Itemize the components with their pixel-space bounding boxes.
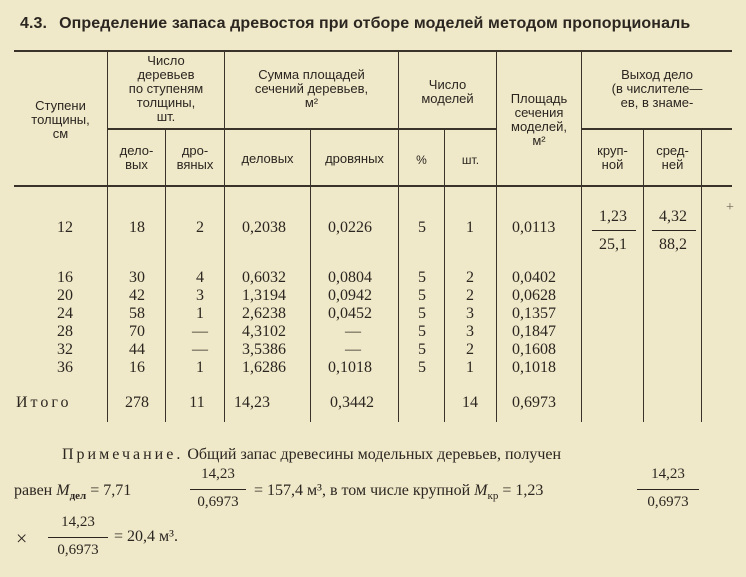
header-drovyanykh: дро- вяных <box>176 143 214 172</box>
table-number: 4.3. <box>20 15 48 32</box>
cell-stupen: 12 <box>57 219 73 236</box>
table-title <box>20 15 690 33</box>
col-divider-9 <box>643 128 644 422</box>
header-percent: % <box>416 153 427 167</box>
header-stupeni: Ступени толщины, см <box>31 98 90 141</box>
note-frac-2-bar <box>637 489 699 490</box>
header-summa-ploshchadey: Сумма площадей сечений деревьев, м² <box>254 67 369 110</box>
cell-sht: 1 <box>466 219 474 236</box>
header-chislo-modeley: Число моделей <box>421 77 474 106</box>
col-divider-2 <box>165 128 166 422</box>
note-frac-3-num: 14,23 <box>61 514 95 530</box>
note-line-2: равен $M_{дел} = 7,71$ <box>14 482 132 503</box>
note-frac-2-den: 0,6973 <box>647 494 689 510</box>
margin-mark: + <box>726 200 734 215</box>
header-sredney: сред- ней <box>656 143 689 172</box>
table-title-text: Определение запаса древостоя при отборе моделей методом пропорциональ <box>59 15 691 32</box>
krup-denominator: 25,1 <box>599 236 627 253</box>
cell-s-del: 0,2038 <box>242 219 286 236</box>
header-delovykh: дело- вых <box>119 143 154 172</box>
subheader-rule-2 <box>582 128 732 130</box>
header-sht: шт. <box>461 153 480 167</box>
note-frac-3-bar <box>48 537 108 538</box>
header-bottom-rule <box>14 185 732 187</box>
note-line-1: Примечание. Общий запас древесины модельных деревьев, получен <box>62 446 562 463</box>
header-drovyanye: дровяных <box>325 151 384 166</box>
col-divider-10 <box>701 128 702 422</box>
cell-del: 18 <box>129 219 145 236</box>
sred-fraction-bar <box>652 230 696 231</box>
cell-pl: 0,0113 <box>512 219 556 236</box>
krup-fraction-bar <box>592 230 636 231</box>
note-frac-3-den: 0,6973 <box>57 542 99 558</box>
note-result: = 20,4 м³. <box>114 528 178 545</box>
header-chislo-derevyev: Число деревьев по ступеням толщины, шт. <box>128 53 204 124</box>
cell-pct: 5 <box>418 219 426 236</box>
note-frac-2-num: 14,23 <box>651 466 685 482</box>
cell-s-drov: 0,0226 <box>328 219 372 236</box>
krup-numerator: 1,23 <box>599 208 627 225</box>
header-ploshchad-secheniya: Площадь сечения моделей, м² <box>510 91 568 148</box>
note-frac-1-den: 0,6973 <box>197 494 239 510</box>
note-frac-1-num: 14,23 <box>201 466 235 482</box>
note-times: × <box>16 528 28 550</box>
itogo-label: Итого <box>16 394 72 411</box>
sred-denominator: 88,2 <box>659 236 687 253</box>
col-divider-4 <box>310 128 311 422</box>
table-top-rule <box>14 50 732 52</box>
sred-numerator: 4,32 <box>659 208 687 225</box>
header-delovye: деловых <box>241 151 294 166</box>
note-label: Примечание. <box>62 446 184 463</box>
header-vykhod: Выход дело (в числителе— ев, в знаме- <box>611 67 703 110</box>
note-frac-1-bar <box>190 489 246 490</box>
cell-drov: 2 <box>196 219 204 236</box>
note-line-2-b: = 157,4 м³, в том числе крупной $M_{кр} = 1,23$ <box>254 482 544 503</box>
header-krupnoy: круп- ной <box>597 143 628 172</box>
